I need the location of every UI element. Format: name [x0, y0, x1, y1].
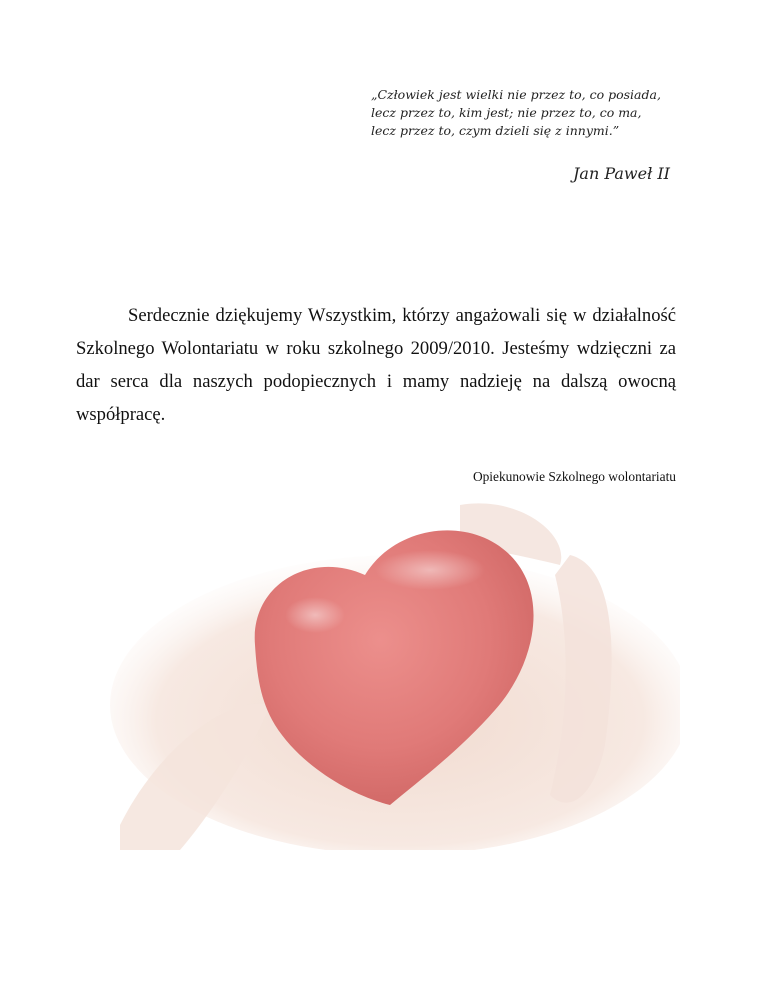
quote-line: lecz przez to, czym dzieli się z innymi.” — [371, 123, 620, 138]
heart-highlight — [285, 597, 345, 633]
thank-you-message — [76, 299, 676, 431]
heart-highlight — [375, 550, 485, 590]
signature: Opiekunowie Szkolnego wolontariatu — [472, 469, 676, 484]
quote-line: lecz przez to, kim jest; nie przez to, co ma, — [371, 105, 642, 120]
quote-line: „Człowiek jest wielki nie przez to, co posiada, — [371, 87, 661, 102]
quote-author: Jan Paweł II — [572, 164, 670, 183]
thank-you-paragraph: Serdecznie dziękujemy Wszystkim, którzy angażowali się w działalność Szkolnego Wolontariatu w roku szkolnego 2009/2010. Jesteśmy wdzięczni za dar serca dla naszych podopiecznych i mamy nadzieję na dalszą owocną współpracę. — [76, 305, 676, 425]
heart-in-hand-photo — [100, 495, 680, 850]
quote-block — [371, 86, 701, 140]
